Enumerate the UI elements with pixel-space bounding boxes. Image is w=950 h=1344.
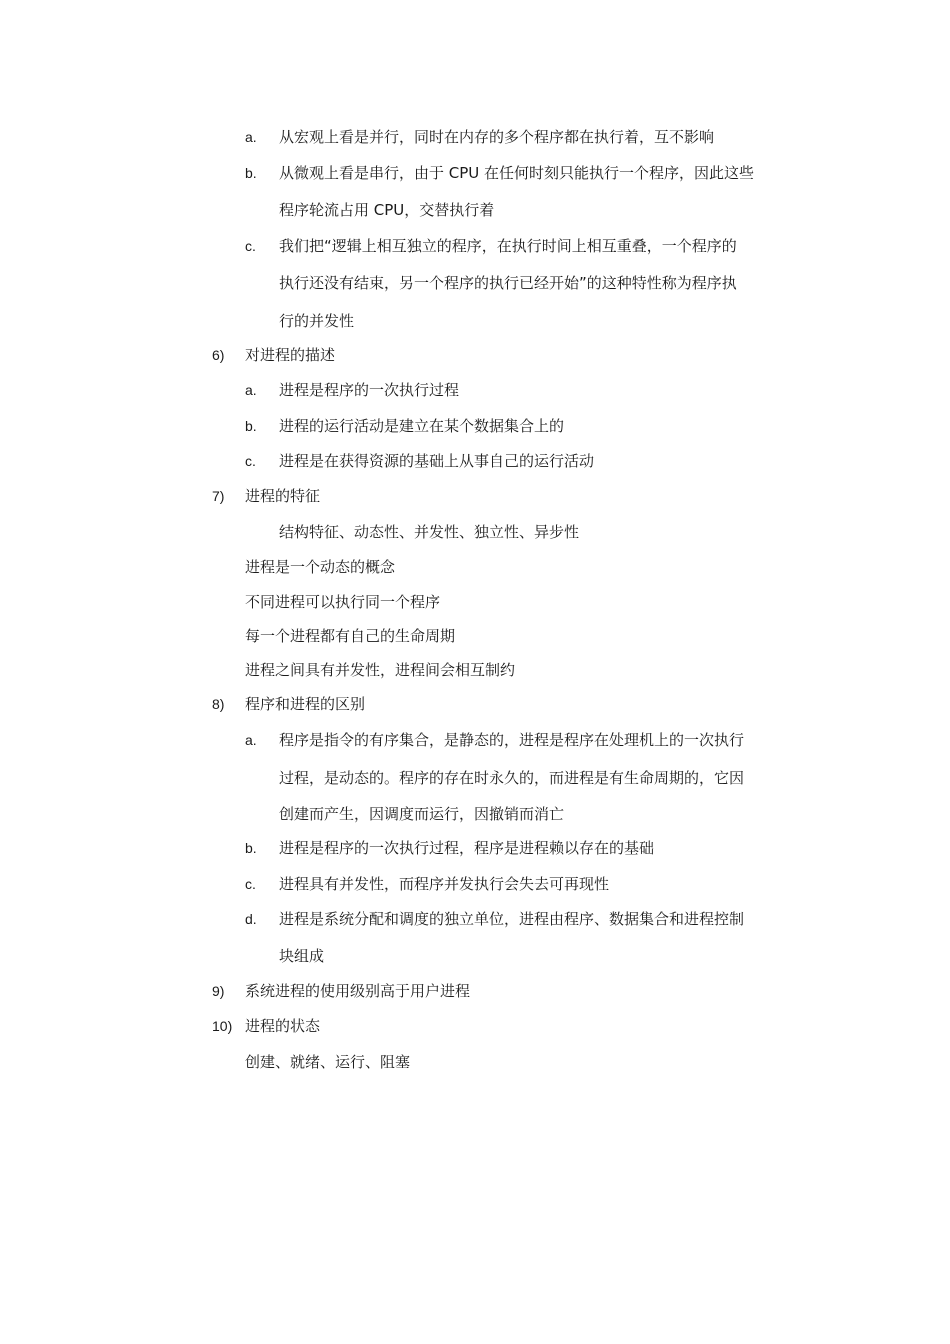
section-title: 程序和进程的区别 [245, 695, 366, 713]
state-list: 创建、就绪、运行、阻塞 [245, 1053, 411, 1071]
list-marker: a. [245, 129, 257, 145]
list-marker: a. [245, 732, 257, 748]
list-item-text: 进程的运行活动是建立在某个数据集合上的 [279, 417, 565, 435]
list-item-text: 进程是系统分配和调度的独立单位，进程由程序、数据集合和进程控制 [279, 910, 745, 928]
section-title: 进程的状态 [245, 1017, 321, 1035]
section-title: 对进程的描述 [245, 346, 336, 364]
list-marker: c. [245, 453, 256, 469]
list-item-text: 进程是程序的一次执行过程，程序是进程赖以存在的基础 [279, 839, 655, 857]
list-item-text: 进程是程序的一次执行过程 [279, 381, 460, 399]
list-marker: a. [245, 382, 257, 398]
list-item-text: 行的并发性 [279, 312, 355, 330]
list-item-text: 程序轮流占用 CPU，交替执行着 [279, 201, 495, 219]
list-item-text: 程序是指令的有序集合，是静态的，进程是程序在处理机上的一次执行 [279, 731, 745, 749]
list-item-text: 进程具有并发性，而程序并发执行会失去可再现性 [279, 875, 610, 893]
list-item-text: 从微观上看是串行，由于 CPU 在任何时刻只能执行一个程序，因此这些 [279, 164, 755, 182]
note-line: 进程之间具有并发性，进程间会相互制约 [245, 661, 516, 679]
note-line: 每一个进程都有自己的生命周期 [245, 627, 456, 645]
list-item-text: 创建而产生，因调度而运行，因撤销而消亡 [279, 805, 565, 823]
list-marker: c. [245, 876, 256, 892]
list-item-text: 进程是在获得资源的基础上从事自己的运行活动 [279, 452, 595, 470]
section-number: 7) [212, 488, 225, 504]
list-marker: b. [245, 418, 257, 434]
list-marker: d. [245, 911, 257, 927]
section-title: 系统进程的使用级别高于用户进程 [245, 982, 471, 1000]
list-item-text: 我们把“逻辑上相互独立的程序，在执行时间上相互重叠，一个程序的 [279, 237, 737, 255]
list-marker: b. [245, 165, 257, 181]
note-line: 不同进程可以执行同一个程序 [245, 593, 441, 611]
feature-list: 结构特征、动态性、并发性、独立性、异步性 [279, 523, 580, 541]
list-marker: b. [245, 840, 257, 856]
list-item-text: 块组成 [279, 947, 325, 965]
section-number: 10) [212, 1018, 233, 1034]
list-marker: c. [245, 238, 256, 254]
section-number: 8) [212, 696, 225, 712]
section-title: 进程的特征 [245, 487, 321, 505]
note-line: 进程是一个动态的概念 [245, 558, 396, 576]
list-item-text: 从宏观上看是并行，同时在内存的多个程序都在执行着，互不影响 [279, 128, 715, 146]
section-number: 9) [212, 983, 225, 999]
section-number: 6) [212, 347, 225, 363]
list-item-text: 执行还没有结束，另一个程序的执行已经开始”的这种特性称为程序执 [279, 274, 737, 292]
list-item-text: 过程，是动态的。程序的存在时永久的，而进程是有生命周期的，它因 [279, 769, 745, 787]
